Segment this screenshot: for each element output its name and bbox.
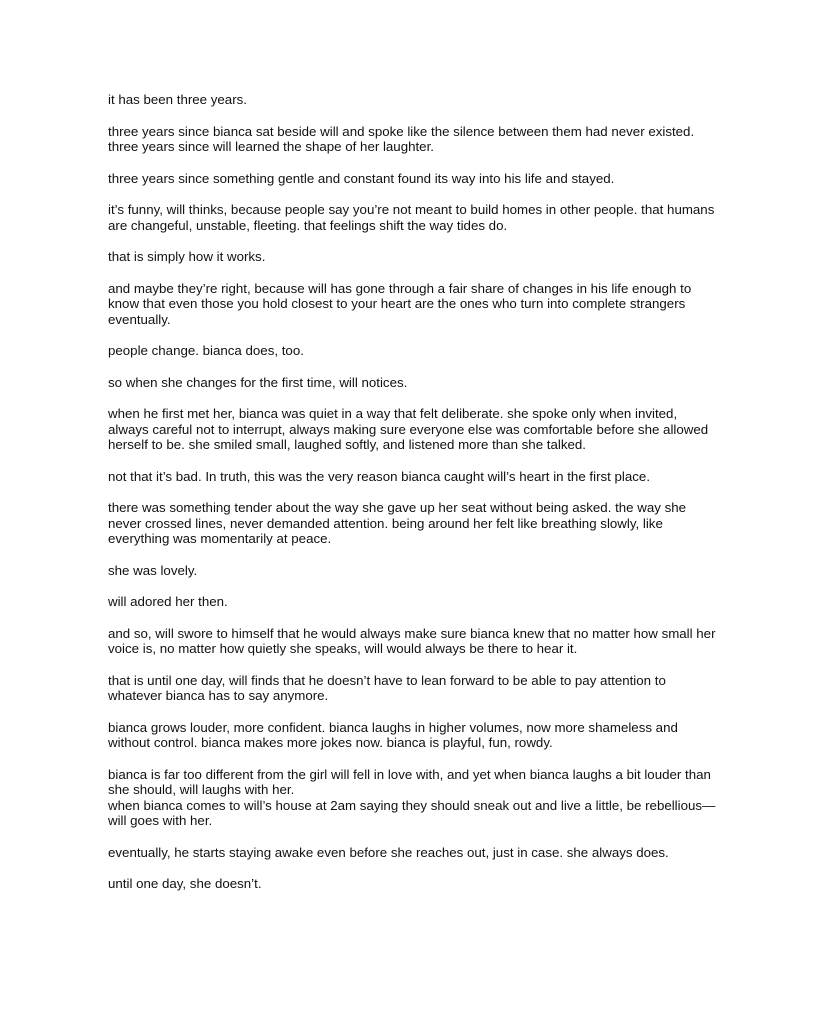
paragraph-4: it’s funny, will thinks, because people say you’re not meant to build homes in other people. that humans are changeful, unstable, fleeting. that feelings shift the way tides do. [108, 202, 715, 233]
paragraph-18: eventually, he starts staying awake even before she reaches out, just in case. she always does. [108, 844, 669, 860]
paragraph-16: bianca grows louder, more confident. bianca laughs in higher volumes, now more shameless and without control. bianca makes more jokes now. bianca is playful, fun, rowdy. [108, 719, 678, 750]
paragraph-9: when he first met her, bianca was quiet in a way that felt deliberate. she spoke only when invited, always careful not to interrupt, always making sure everyone else was comfortable before she allowed herself to be. she smiled small, laughed softly, and listened more than she talked. [108, 406, 709, 452]
paragraph-12: she was lovely. [108, 562, 198, 578]
paragraph-15: that is until one day, will finds that he doesn’t have to lean forward to be able to pay attention to whatever bianca has to say anymore. [108, 672, 666, 703]
paragraph-13: will adored her then. [108, 594, 228, 609]
paragraph-14: and so, will swore to himself that he would always make sure bianca knew that no matter how small her voice is, no matter how quietly she speaks, will would always be there to hear it. [108, 625, 716, 656]
paragraph-3: three years since something gentle and constant found its way into his life and stayed. [108, 170, 615, 186]
paragraph-10: not that it’s bad. In truth, this was the very reason bianca caught will’s heart in the first place. [108, 468, 651, 484]
paragraph-2: three years since bianca sat beside will and spoke like the silence between them had never existed. three years since will learned the shape of her laughter. [108, 123, 695, 154]
paragraph-19: until one day, she doesn’t. [108, 876, 262, 891]
paragraph-7: people change. bianca does, too. [108, 343, 304, 358]
document-page [108, 92, 720, 908]
paragraph-11: there was something tender about the way she gave up her seat without being asked. the way she never crossed lines, never demanded attention. being around her felt like breathing slowly, like everything was momentarily at peace. [108, 500, 687, 546]
paragraph-8: so when she changes for the first time, will notices. [108, 374, 408, 390]
paragraph-1: it has been three years. [108, 92, 247, 107]
paragraph-6: and maybe they’re right, because will has gone through a fair share of changes in his life enough to know that even those you hold closest to your heart are the ones who turn into complete strangers eventually. [108, 280, 692, 327]
paragraph-17: bianca is far too different from the girl will fell in love with, and yet when bianca laughs a bit louder than she should, will laughs with her. when bianca comes to will’s house at 2am saying they should sneak out and live a little, be rebellious—will goes with her. [108, 766, 716, 828]
paragraph-5: that is simply how it works. [108, 249, 266, 264]
